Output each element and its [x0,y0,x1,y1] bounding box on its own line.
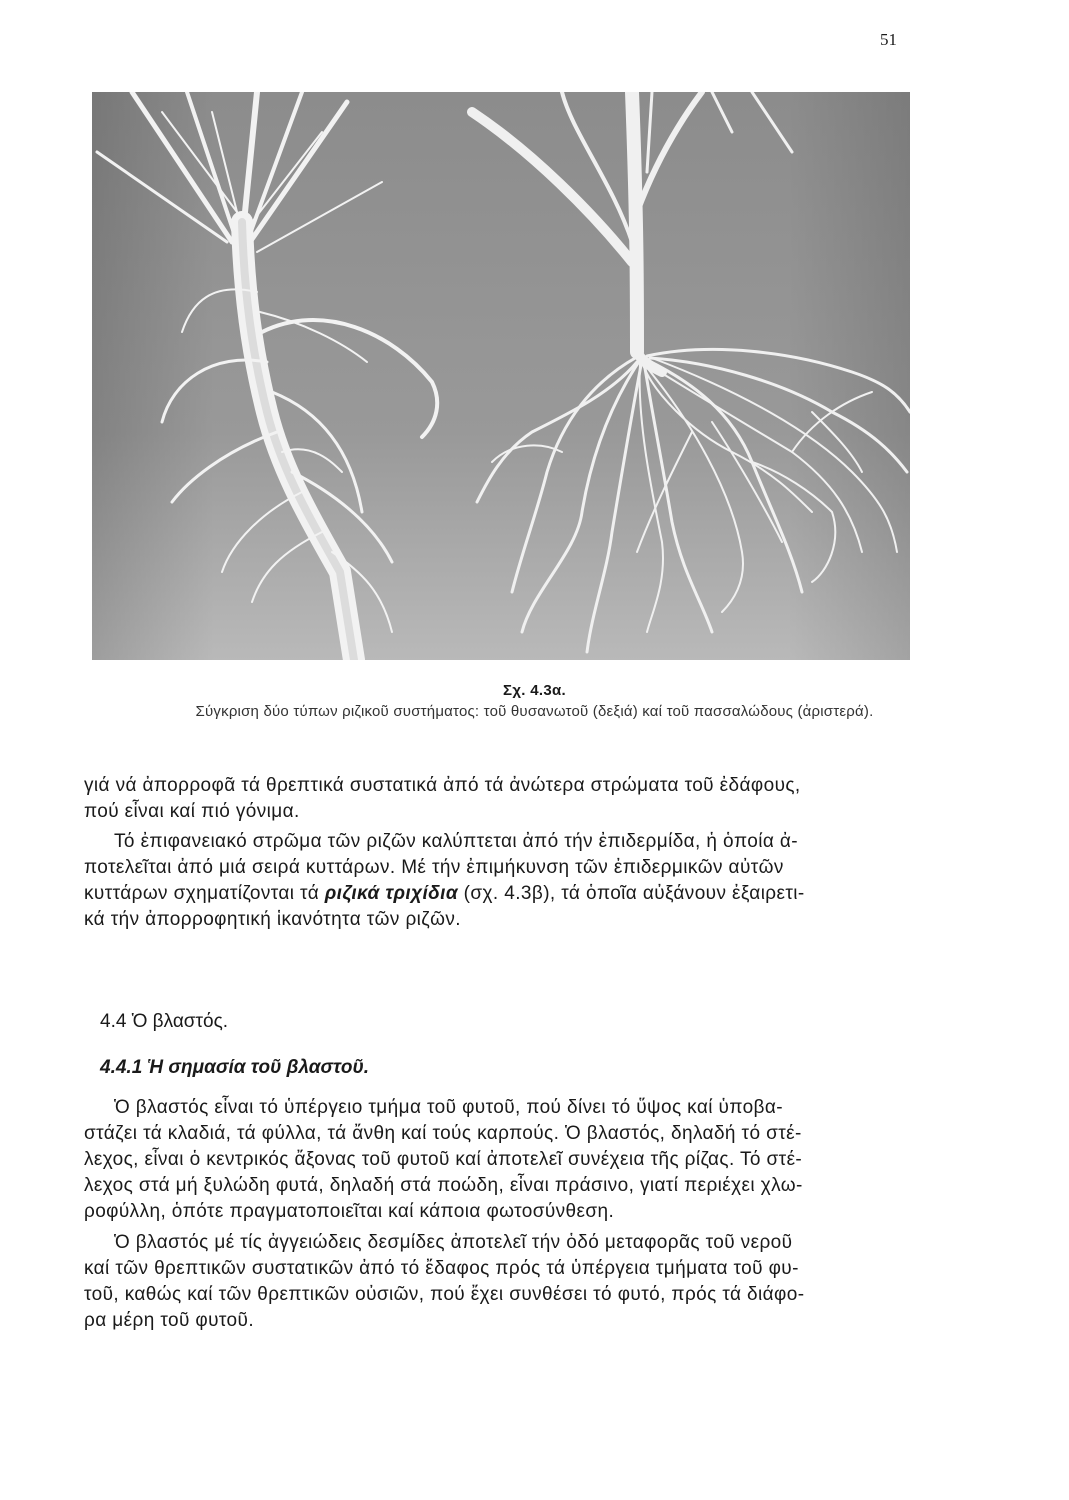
text-line: Τό ἐπιφανειακό στρῶμα τῶν ριζῶν καλύπτεται ἀπό τήν ἐπιδερμίδα, ἡ ὁποία ἀ- [114,831,799,852]
key-term: ριζικά τριχίδια [324,883,458,904]
text-line: στάζει τά κλαδιά, τά φύλλα, τά ἄνθη καί τούς καρπούς. Ὁ βλαστός, δηλαδή τό στέ- [84,1123,802,1144]
subsection-heading: 4.4.1 Ἡ σημασία τοῦ βλαστοῦ. [100,1057,370,1078]
text-line: Ὁ βλαστός εἶναι τό ὑπέργειο τμήμα τοῦ φυτοῦ, πού δίνει τό ὕψος καί ὑποβα- [114,1097,783,1118]
figure-label: Σχ. 4.3α. [503,682,566,699]
text-line: λεχος, εἶναι ὁ κεντρικός ἄξονας τοῦ φυτοῦ καί ἀποτελεῖ συνέχεια τῆς ρίζας. Τό στέ- [84,1149,803,1170]
text-line: ροφύλλη, ὁπότε πραγματοποιεῖται καί κάποια φωτοσύνθεση. [84,1201,615,1222]
text-line: κά τήν ἀπορροφητική ἱκανότητα τῶν ριζῶν. [84,909,461,930]
text-line: τοῦ, καθώς καί τῶν θρεπτικῶν οὐσιῶν, πού ἔχει συνθέσει τό φυτό, πρός τά διάφο- [84,1284,805,1305]
paragraph-continuation [84,773,934,825]
paragraph-stem-role [84,1095,934,1225]
text-line: λεχος στά μή ξυλώδη φυτά, δηλαδή στά ποώδη, εἶναι πράσινο, γιατί περιέχει χλω- [84,1175,803,1196]
paragraph-stem-transport [84,1230,934,1334]
text-segment: (σχ. 4.3β), τά ὁποῖα αὐξάνουν ἐξαιρετι- [458,883,805,904]
text-line: γιά νά ἀπορροφᾶ τά θρεπτικά συστατικά ἀπό τά ἀνώτερα στρώματα τοῦ ἐδάφους, [84,775,801,796]
text-line: ποτελεῖται ἀπό μιά σειρά κυττάρων. Μέ τήν ἐπιμήκυνση τῶν ἐπιδερμικῶν αὐτῶν [84,857,784,878]
text-line: πού εἶναι καί πιό γόνιμα. [84,801,300,822]
section-heading: 4.4 Ὁ βλαστός. [100,1011,229,1032]
paragraph-epidermis [84,829,934,933]
text-line: καί τῶν θρεπτικῶν συστατικῶν ἀπό τό ἔδαφος πρός τά ὑπέργεια τμήματα τοῦ φυ- [84,1258,799,1279]
text-segment: κυττάρων σχηματίζονται τά [84,883,325,904]
figure-caption: Σύγκριση δύο τύπων ριζικοῦ συστήματος: τοῦ θυσανωτοῦ (δεξιά) καί τοῦ πασσαλώδους (ἀριστερά). [195,703,874,720]
root-systems-photo [92,92,910,660]
text-line: ρα μέρη τοῦ φυτοῦ. [84,1310,254,1331]
text-line [84,881,934,907]
text-line: Ὁ βλαστός μέ τίς ἀγγειώδεις δεσμίδες ἀποτελεῖ τήν ὁδό μεταφορᾶς τοῦ νεροῦ [114,1232,793,1253]
page-number: 51 [880,30,897,49]
